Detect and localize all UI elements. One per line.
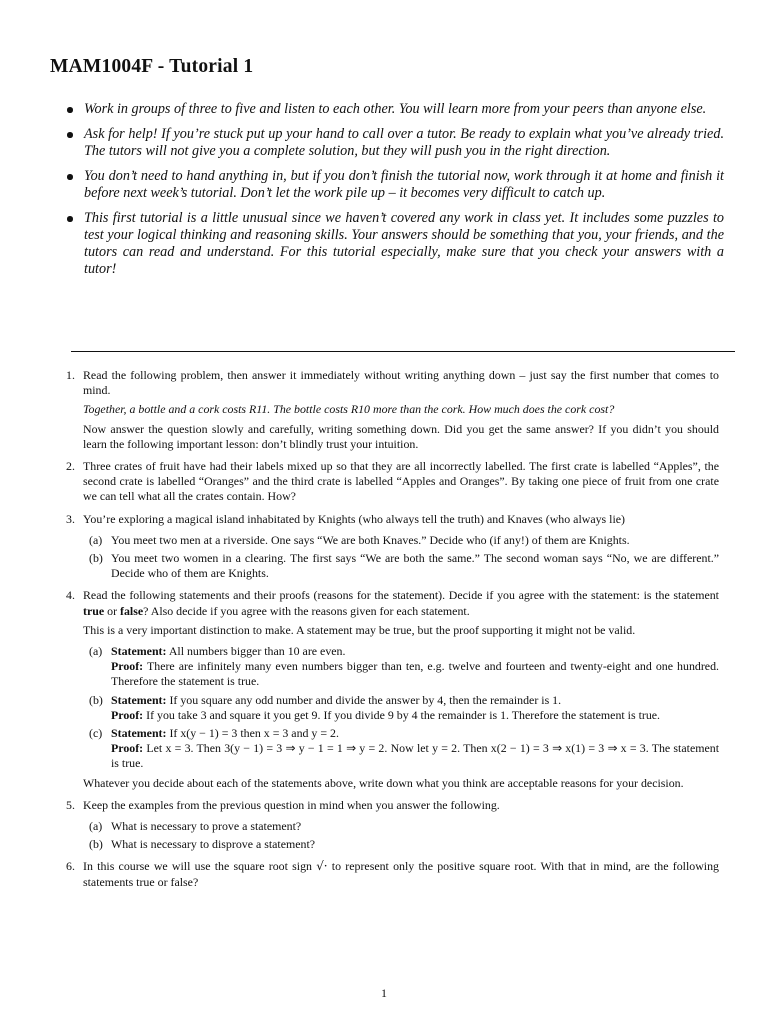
problem-4	[62, 588, 719, 790]
bullet-icon	[67, 132, 73, 138]
subproblem-list	[83, 644, 719, 772]
subproblem-label: (c)	[89, 726, 103, 741]
true-word: true	[83, 603, 105, 618]
subproblem-item	[83, 837, 719, 852]
statement-line: Statement: If x(y − 1) = 3 then x = 3 and y = 2.	[111, 726, 339, 741]
subproblem-label: (a)	[89, 644, 103, 659]
subproblem-label: (a)	[89, 532, 103, 547]
subproblem-label: (b)	[89, 837, 103, 852]
proof-line: Proof: If you take 3 and square it you get 9. If you divide 9 by 4 the remainder is 1. Therefore the statement is true.	[111, 707, 661, 722]
problem-2	[62, 459, 719, 505]
subproblem-label: (a)	[89, 819, 103, 834]
problem-number: 3.	[66, 511, 75, 526]
problem-text: Read the following statements and their proofs (reasons for the statement). Decide if you agree with the statement: is the statement true or false? Also decide if you agree with the reasons given for each statement.	[83, 588, 719, 618]
bullet-icon	[67, 107, 73, 113]
subproblem-text: What is necessary to disprove a statement?	[111, 837, 316, 852]
problem-1	[62, 368, 719, 452]
problem-text: Read the following problem, then answer it immediately without writing anything down – just say the first number that comes to mind.	[83, 368, 719, 398]
subproblem-item	[83, 551, 719, 581]
subproblem-text: You meet two men at a riverside. One says “We are both Knaves.” Decide who (if any!) of them are Knights.	[111, 532, 630, 547]
instruction-item: You don’t need to hand anything in, but if you don’t finish the tutorial now, work through it at home and finish it before next week’s tutorial. Don’t let the work pile up – it becomes very difficult to catch up.	[64, 168, 724, 202]
square-root-symbol: √·	[316, 859, 328, 874]
statement-line: Statement: If you square any odd number and divide the answer by 4, then the remainder is 1.	[111, 692, 562, 707]
bullet-icon	[67, 174, 73, 180]
problem-note: This is a very important distinction to make. A statement may be true, but the proof supporting it might not be valid.	[83, 622, 636, 637]
problem-number: 4.	[66, 588, 75, 603]
page-title: MAM1004F - Tutorial 1	[50, 56, 254, 77]
instruction-item: This first tutorial is a little unusual since we haven’t covered any work in class yet. It includes some puzzles to test your logical thinking and reasoning skills. Your answers should be something that you, your friends, and the tutors can read and understand. For this tutorial especially, make sure that you check your answers with a tutor!	[64, 210, 724, 278]
proof-line: Proof: Let x = 3. Then 3(y − 1) = 3 ⇒ y − 1 = 1 ⇒ y = 2. Now let y = 2. Then x(2 − 1) = 3 ⇒ x(1) = 3 ⇒ x = 3. The statement is true.	[111, 741, 719, 771]
subproblem-list	[83, 819, 719, 852]
subproblem-text: You meet two women in a clearing. The first says “We are both the same.” The second woman says “No, we are different.” Decide who of them are Knights.	[111, 551, 719, 581]
horizontal-divider	[71, 351, 735, 352]
statement-line: Statement: All numbers bigger than 10 are even.	[111, 644, 346, 659]
subproblem-text: What is necessary to prove a statement?	[111, 819, 302, 834]
problem-text: Three crates of fruit have had their labels mixed up so that they are all incorrectly labelled. The first crate is labelled “Apples”, the second crate is labelled “Oranges” and the third crate is labelled “Apples and Oranges”. By taking one piece of fruit from one crate we can tell what all the crates contain. How?	[83, 459, 719, 504]
subproblem-label: (b)	[89, 692, 103, 707]
problem-list	[62, 368, 719, 897]
problem-number: 6.	[66, 859, 75, 874]
subproblem-item	[83, 726, 719, 772]
instructions-list	[64, 101, 724, 286]
problem-3	[62, 512, 719, 582]
subproblem-item	[83, 693, 719, 723]
problem-number: 5.	[66, 797, 75, 812]
problem-text: In this course we will use the square root sign √· to represent only the positive square root. With that in mind, are the following statements true or false?	[83, 859, 719, 889]
page-number: 1	[381, 986, 387, 1000]
subproblem-label: (b)	[89, 551, 103, 566]
problem-number: 1.	[66, 368, 75, 382]
proof-line: Proof: There are infinitely many even numbers bigger than ten, e.g. twelve and fourteen and twenty-eight and one hundred. Therefore the statement is true.	[111, 659, 719, 689]
problem-6	[62, 859, 719, 889]
instruction-item: Work in groups of three to five and listen to each other. You will learn more from your peers than anyone else.	[64, 101, 724, 118]
problem-text: You’re exploring a magical island inhabitated by Knights (who always tell the truth) and Knaves (who always lie)	[83, 511, 625, 526]
subproblem-item	[83, 533, 719, 548]
problem-text: Keep the examples from the previous question in mind when you answer the following.	[83, 797, 500, 812]
puzzle-text: Together, a bottle and a cork costs R11. The bottle costs R10 more than the cork. How much does the cork cost?	[83, 402, 615, 417]
subproblem-item	[83, 644, 719, 690]
bullet-icon	[67, 216, 73, 222]
instruction-item: Ask for help! If you’re stuck put up your hand to call over a tutor. Be ready to explain what you’ve already tried. The tutors will not give you a complete solution, but they will push you in the right direction.	[64, 126, 724, 160]
problem-number: 2.	[66, 459, 75, 474]
subproblem-item	[83, 819, 719, 834]
problem-text: Now answer the question slowly and carefully, writing something down. Did you get the same answer? If you didn’t you should learn the following important lesson: don’t blindly trust your intuition.	[83, 421, 719, 451]
false-word: false	[120, 603, 144, 618]
problem-5	[62, 798, 719, 853]
subproblem-list	[83, 533, 719, 582]
problem-text: Whatever you decide about each of the statements above, write down what you think are acceptable reasons for your decision.	[83, 775, 684, 790]
